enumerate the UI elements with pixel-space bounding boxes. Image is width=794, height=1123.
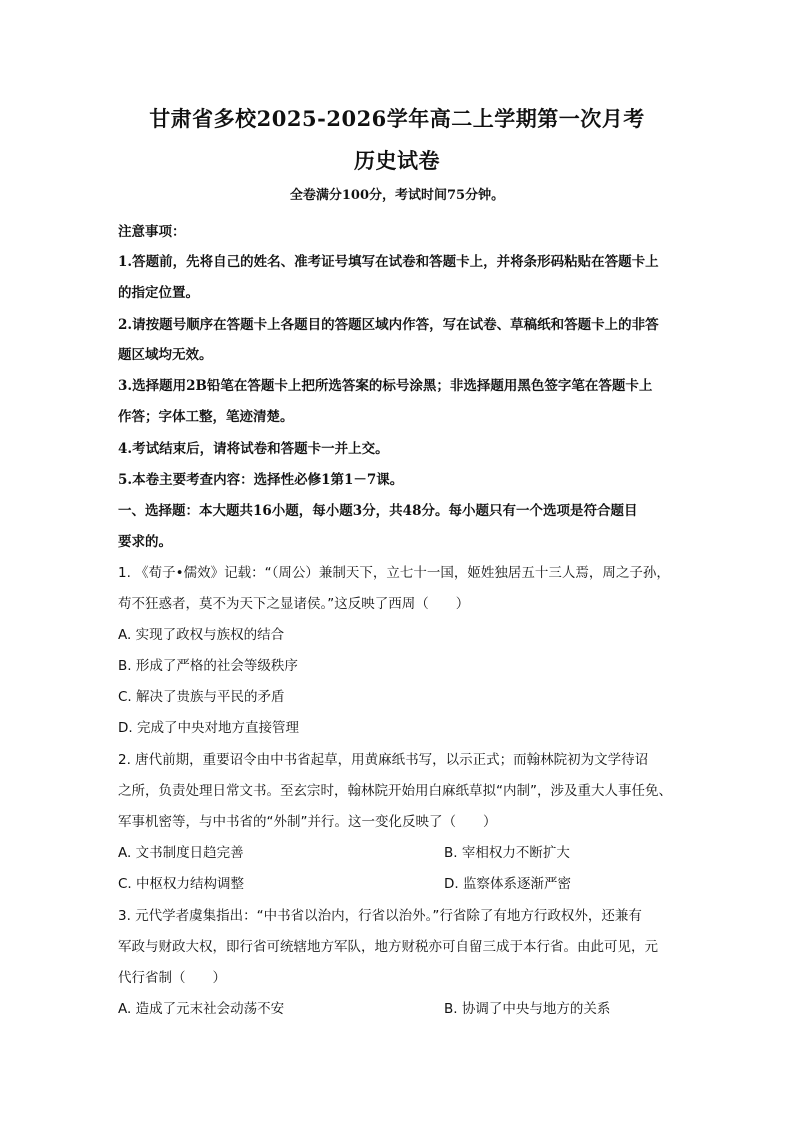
notice-line: 作答；字体工整，笔迹清楚。 (118, 409, 294, 425)
question-stem: 1. 《荀子•儒效》记载：“（周公）兼制天下，立七十一国，姬姓独居五十三人焉，周之子孙， (118, 565, 670, 581)
question-stem: 之所，负责处理日常文书。至玄宗时，翰林院开始用白麻纸草拟“内制”，涉及重大人事任免、 (118, 783, 672, 799)
answer-option: C. 中枢权力结构调整 (118, 876, 245, 892)
notice-line: 1.答题前，先将自己的姓名、准考证号填写在试卷和答题卡上，并将条形码粘贴在答题卡上 (118, 254, 659, 270)
answer-option: A. 实现了政权与族权的结合 (118, 627, 285, 643)
answer-option: B. 协调了中央与地方的关系 (444, 1001, 611, 1017)
notice-heading: 注意事项： (118, 224, 186, 240)
answer-option: D. 完成了中央对地方直接管理 (118, 720, 299, 736)
notice-line: 2.请按题号顺序在答题卡上各题目的答题区域内作答，写在试卷、草稿纸和答题卡上的非答 (118, 317, 659, 333)
question-stem: 军事机密等，与中书省的“外制”并行。这一变化反映了（ ） (118, 814, 497, 830)
answer-option: D. 监察体系逐渐严密 (444, 876, 571, 892)
question-stem: 2. 唐代前期，重要诏令由中书省起草，用黄麻纸书写，以示正式；而翰林院初为文学待诏 (118, 752, 649, 768)
answer-option: C. 解决了贵族与平民的矛盾 (118, 689, 285, 705)
notice-line: 3.选择题用2B铅笔在答题卡上把所选答案的标号涂黑；非选择题用黑色签字笔在答题卡上 (118, 378, 653, 394)
notice-line: 4.考试结束后，请将试卷和答题卡一并上交。 (118, 441, 389, 457)
section-heading: 要求的。 (118, 534, 172, 550)
answer-option: B. 形成了严格的社会等级秩序 (118, 658, 298, 674)
answer-option: A. 文书制度日趋完善 (118, 845, 244, 861)
answer-option: A. 造成了元末社会动荡不安 (118, 1001, 285, 1017)
notice-line: 5.本卷主要考查内容：选择性必修1第1－7课。 (118, 472, 404, 488)
section-heading: 一、选择题：本大题共16小题，每小题3分，共48分。每小题只有一个选项是符合题目 (118, 503, 638, 519)
answer-option: B. 宰相权力不断扩大 (444, 845, 570, 861)
question-stem: 3. 元代学者虞集指出：“中书省以治内，行省以治外。”行省除了有地方行政权外，还兼有 (118, 908, 642, 924)
exam-subject-title: 历史试卷 (354, 148, 440, 173)
question-stem: 苟不狂惑者，莫不为天下之显诸侯。”这反映了西周（ ） (118, 596, 470, 612)
notice-line: 的指定位置。 (118, 285, 199, 301)
notice-line: 题区域均无效。 (118, 347, 213, 363)
exam-duration-note: 全卷满分100分，考试时间75分钟。 (289, 188, 505, 203)
exam-title: 甘肃省多校2025-2026学年高二上学期第一次月考 (149, 106, 645, 131)
question-stem: 军政与财政大权，即行省可统辖地方军队，地方财税亦可自留三成于本行省。由此可见，元 (118, 939, 658, 955)
question-stem: 代行省制（ ） (118, 970, 226, 986)
